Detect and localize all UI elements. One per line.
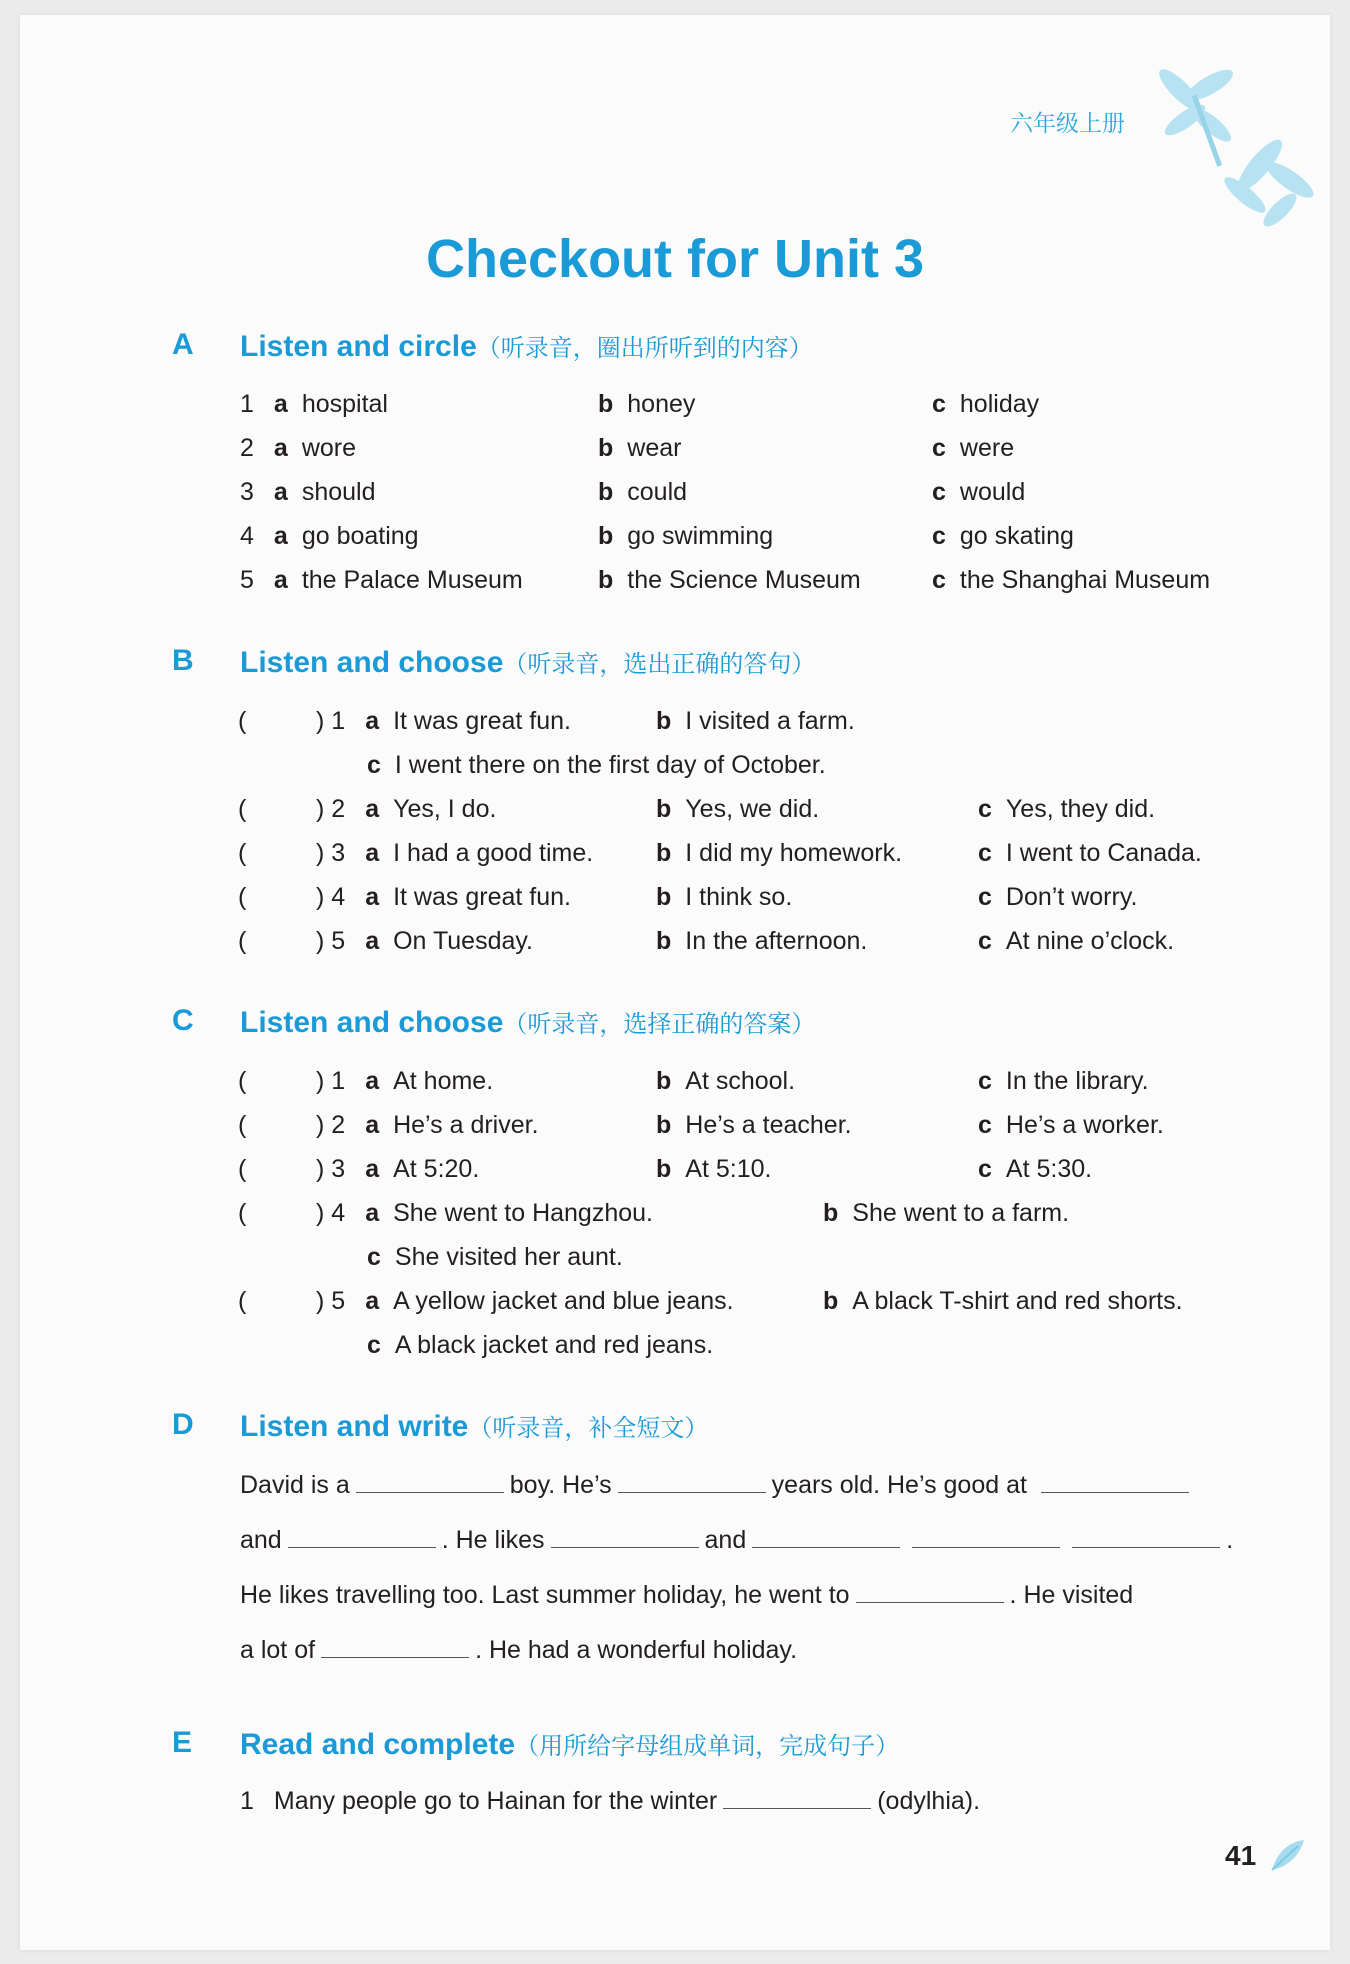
option-text: At school. [685,1067,796,1095]
section-title: Listen and write [240,1410,469,1443]
open-paren: ( [238,1111,247,1139]
close-paren: ) [316,1199,325,1227]
passage-text: years old. He’s good at [771,1471,1027,1499]
option-text: On Tuesday. [393,927,533,955]
option-text: were [959,434,1015,462]
option-text: In the afternoon. [685,927,868,955]
option-text: She went to a farm. [852,1199,1070,1227]
answer-bracket[interactable] [238,927,246,956]
option-text: could [627,478,688,506]
list-item [316,927,533,956]
list-item [240,522,419,551]
option-label: a [365,707,380,735]
passage-line [240,1635,797,1665]
option-text: Don’t worry. [1005,883,1138,911]
option-label: b [656,927,672,955]
passage-text: boy. He’s [509,1471,612,1499]
list-item [316,1067,493,1096]
option-label: a [365,1199,380,1227]
close-paren: ) [316,1111,325,1139]
blank-field[interactable] [618,1470,766,1493]
option-text: I visited a farm. [685,707,855,735]
list-item [240,434,356,463]
blank-field[interactable] [1072,1525,1220,1548]
list-item [932,434,1014,463]
item-number: 5 [331,1287,346,1315]
option-label: a [365,927,380,955]
option-label: c [932,434,946,462]
list-item [656,883,792,912]
list-item [656,795,819,824]
option-label: b [598,434,614,462]
option-text: hospital [301,390,388,418]
option-label: a [273,390,288,418]
option-text: He’s a driver. [393,1111,539,1139]
open-paren: ( [238,795,247,823]
close-paren: ) [316,1155,325,1183]
list-item [316,1199,653,1228]
section-letter: B [172,644,194,677]
list-item [978,883,1137,912]
option-text: It was great fun. [393,883,571,911]
option-text: wear [627,434,682,462]
blank-field[interactable] [1041,1470,1189,1493]
leaf-icon [1268,1836,1308,1876]
list-item [316,1287,734,1316]
list-item [316,1111,539,1140]
item-number: 2 [331,1111,346,1139]
option-text: Yes, I do. [393,795,497,823]
option-label: b [656,795,672,823]
blank-field[interactable] [551,1525,699,1548]
option-label: b [598,390,614,418]
option-label: b [656,1067,672,1095]
section-subtitle: （听录音，圈出所听到的内容） [476,334,813,362]
option-text: He’s a worker. [1005,1111,1164,1139]
option-text: I went to Canada. [1005,839,1202,867]
section-a-title [240,328,813,364]
option-label: c [367,751,381,779]
option-text: would [959,478,1026,506]
option-text: go skating [959,522,1074,550]
option-label: b [598,478,614,506]
list-item [240,566,523,595]
list-item [978,1155,1092,1184]
item-number: 5 [240,566,254,594]
option-label: a [365,1287,380,1315]
list-item [367,751,826,780]
option-text: A yellow jacket and blue jeans. [393,1287,734,1315]
answer-bracket[interactable] [238,1067,246,1096]
open-paren: ( [238,1067,247,1095]
item-number: 1 [240,390,254,418]
option-text: At 5:30. [1005,1155,1093,1183]
passage-text: . He likes [441,1526,545,1554]
option-label: c [978,883,992,911]
list-item [932,390,1039,419]
option-text: Yes, we did. [685,795,820,823]
list-item [978,839,1202,868]
option-label: b [598,522,614,550]
option-label: a [273,522,288,550]
letter-hint: (odylhia). [877,1787,981,1815]
page-title: Checkout for Unit 3 [425,229,925,289]
option-text: I think so. [685,883,793,911]
option-text: go swimming [627,522,774,550]
section-subtitle: （听录音，选出正确的答句） [503,650,816,678]
option-text: At 5:20. [393,1155,480,1183]
option-text: should [301,478,376,506]
option-text: In the library. [1005,1067,1149,1095]
close-paren: ) [316,883,325,911]
list-item [823,1199,1069,1228]
option-text: At nine o’clock. [1005,927,1175,955]
section-letter: E [172,1726,193,1759]
option-label: a [365,1067,380,1095]
passage-text: . He visited [1009,1581,1134,1609]
option-text: holiday [959,390,1040,418]
option-label: b [656,1155,672,1183]
section-letter: A [172,328,194,361]
option-text: It was great fun. [393,707,571,735]
page-number: 41 [1225,1840,1257,1871]
section-e-title [240,1726,899,1762]
item-number: 1 [331,707,346,735]
option-label: a [365,839,380,867]
list-item [316,883,571,912]
item-number: 2 [331,795,346,823]
answer-bracket[interactable] [238,1199,246,1228]
blank-field[interactable] [856,1580,1004,1603]
list-item [932,522,1074,551]
answer-bracket[interactable] [238,795,246,824]
section-letter: C [172,1004,194,1037]
option-label: a [365,883,380,911]
item-number: 1 [331,1067,346,1095]
section-b-header [172,644,194,678]
option-text: the Palace Museum [301,566,523,594]
list-item [656,707,855,736]
open-paren: ( [238,707,247,735]
section-subtitle: （用所给字母组成单词，完成句子） [515,1732,900,1760]
close-paren: ) [316,1287,325,1315]
option-text: A black T-shirt and red shorts. [852,1287,1183,1315]
option-label: b [823,1287,839,1315]
option-label: c [978,839,992,867]
answer-bracket[interactable] [238,1287,246,1316]
option-label: a [273,478,288,506]
section-d-header [172,1408,194,1442]
open-paren: ( [238,927,247,955]
blank-field[interactable] [321,1635,469,1658]
close-paren: ) [316,795,325,823]
list-item [656,927,867,956]
section-title: Read and complete [240,1728,516,1761]
item-number: 4 [331,1199,346,1227]
option-label: c [932,566,946,594]
option-text: He’s a teacher. [685,1111,852,1139]
answer-bracket[interactable] [238,839,246,868]
item-number: 1 [240,1787,254,1815]
list-item [978,1067,1149,1096]
option-text: She went to Hangzhou. [393,1199,653,1227]
option-label: c [367,1331,381,1359]
option-label: c [978,1067,992,1095]
list-item [367,1331,713,1360]
section-b-title [240,644,815,680]
passage-line [240,1470,1195,1500]
option-text: the Shanghai Museum [959,566,1211,594]
list-item [316,707,571,736]
open-paren: ( [238,1155,247,1183]
option-label: a [365,1111,380,1139]
list-item [316,839,593,868]
option-label: c [978,1155,992,1183]
open-paren: ( [238,1199,247,1227]
passage-line [240,1525,1233,1555]
option-text: go boating [301,522,419,550]
open-paren: ( [238,883,247,911]
option-label: c [978,1111,992,1139]
answer-bracket[interactable] [238,883,246,912]
list-item [978,795,1155,824]
option-label: c [367,1243,381,1271]
passage-text: David is a [240,1471,350,1499]
item-number: 3 [240,478,254,506]
item-number: 4 [331,883,346,911]
option-label: c [932,478,946,506]
open-paren: ( [238,1287,247,1315]
blank-field[interactable] [356,1470,504,1493]
option-text: wore [301,434,356,462]
item-number: 2 [240,434,254,462]
list-item [656,1067,795,1096]
close-paren: ) [316,1067,325,1095]
item-number: 5 [331,927,346,955]
option-text: At home. [393,1067,494,1095]
option-text: I had a good time. [393,839,594,867]
blank-field[interactable] [723,1786,871,1809]
list-item [598,522,773,551]
answer-bracket[interactable] [238,1111,246,1140]
list-item [978,1111,1164,1140]
blank-field[interactable] [912,1525,1060,1548]
list-item [598,478,687,507]
section-d-title [240,1408,708,1444]
list-item [316,1155,479,1184]
close-paren: ) [316,707,325,735]
item-number: 3 [331,1155,346,1183]
option-label: c [978,927,992,955]
option-label: a [365,795,380,823]
answer-bracket[interactable] [238,707,246,736]
passage-text: . [1226,1526,1234,1554]
close-paren: ) [316,839,325,867]
option-label: b [598,566,614,594]
section-title: Listen and choose [240,646,504,679]
list-item [240,390,388,419]
option-label: a [273,566,288,594]
passage-text: and [704,1526,747,1554]
option-label: c [978,795,992,823]
dragonfly-decoration-icon [1140,45,1340,235]
option-label: c [932,390,946,418]
question-text: Many people go to Hainan for the winter [273,1787,718,1815]
close-paren: ) [316,927,325,955]
passage-text: He likes travelling too. Last summer holiday, he went to [240,1581,850,1609]
list-item [823,1287,1183,1316]
option-label: c [932,522,946,550]
option-text: I did my homework. [685,839,903,867]
list-item [932,566,1210,595]
section-title: Listen and circle [240,330,477,363]
list-item [598,566,861,595]
open-paren: ( [238,839,247,867]
passage-text: . He had a wonderful holiday. [475,1636,798,1664]
passage-text: and [240,1526,282,1554]
blank-field[interactable] [288,1525,436,1548]
option-text: She visited her aunt. [394,1243,623,1271]
section-c-header [172,1004,194,1038]
option-text: honey [627,390,696,418]
list-item [240,478,375,507]
item-number: 3 [331,839,346,867]
list-item [367,1243,623,1272]
option-text: At 5:10. [685,1155,772,1183]
option-label: b [656,883,672,911]
section-title: Listen and choose [240,1006,504,1039]
item-number: 4 [240,522,254,550]
list-item [598,390,695,419]
option-label: b [656,707,672,735]
answer-bracket[interactable] [238,1155,246,1184]
option-label: b [656,1111,672,1139]
list-item [598,434,681,463]
section-e-header [172,1726,192,1760]
list-item [656,1155,771,1184]
section-subtitle: （听录音，选择正确的答案） [503,1010,816,1038]
section-c-title [240,1004,815,1040]
section-subtitle: （听录音，补全短文） [468,1414,709,1442]
list-item [932,478,1025,507]
list-item [656,839,902,868]
list-item [978,927,1174,956]
passage-line [240,1580,1133,1610]
section-a-header [172,328,194,362]
list-item [316,795,496,824]
option-label: b [823,1199,839,1227]
grade-label: 六年级上册 [1010,111,1125,137]
passage-text: a lot of [240,1636,316,1664]
section-letter: D [172,1408,194,1441]
blank-field[interactable] [752,1525,900,1548]
list-item [240,1786,980,1816]
option-text: A black jacket and red jeans. [394,1331,714,1359]
option-label: a [273,434,288,462]
option-label: b [656,839,672,867]
list-item [656,1111,852,1140]
option-text: I went there on the first day of October. [394,751,826,779]
option-label: a [365,1155,380,1183]
option-text: Yes, they did. [1005,795,1156,823]
option-text: the Science Museum [627,566,861,594]
